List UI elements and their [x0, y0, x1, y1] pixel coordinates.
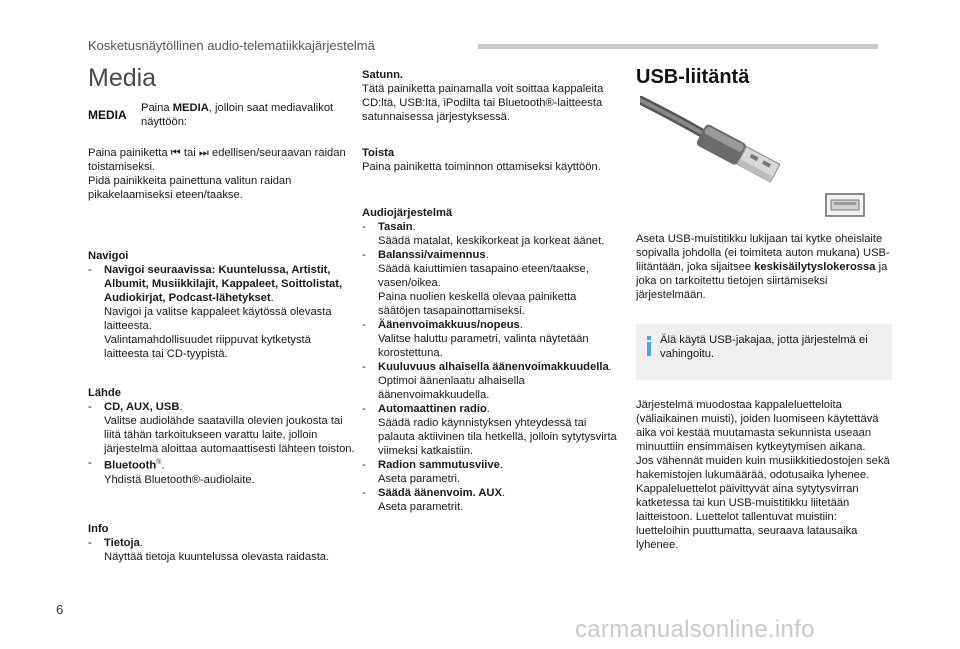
media-paragraph	[88, 146, 348, 202]
audio-item-text: Aseta parametri.	[378, 473, 461, 485]
lahde-item2-title: Bluetooth	[104, 459, 157, 472]
warning-text: Älä käytä USB-jakajaa, jotta järjestelmä ei vahingoitu.	[660, 334, 868, 360]
registered-mark: ®	[156, 459, 162, 466]
usb-para1-bold: keskisäilytyslokerossa	[754, 261, 876, 273]
media-para-skip: Paina painiketta ⏮ tai ⏭ edellisen/seuraavan raidan toistamiseksi.	[88, 147, 346, 173]
usb-paragraph-1	[636, 232, 890, 302]
toista-heading: Toista	[362, 147, 395, 159]
list-item: - Äänenvoimakkuus/nopeus. Valitse haluttu parametri, valinta näytetään korostettuna.	[362, 318, 618, 360]
media-para-seek: Pidä painikkeita painettuna valitun raidan pikakelaamiseksi eteen/taakse.	[88, 175, 292, 201]
list-item: - CD, AUX, USB. Valitse audiolähde saatavilla olevien joukosta tai liitä tähän tarkoitukseen varattu laite, jolloin järjestelmä aloittaa automaattisesti lähteen toiston.	[88, 400, 358, 456]
audio-item-text: Säädä radio käynnistyksen yhteydessä tai palauta aktiivinen tila hetkellä, jolloin sytytysvirta viimeksi katkaistiin.	[378, 417, 617, 457]
satunn-heading: Satunn.	[362, 69, 404, 81]
list-dash: -	[88, 537, 92, 549]
usb-paragraph-2	[636, 398, 892, 552]
media-intro-prefix: Paina	[141, 102, 173, 114]
section-lahde	[88, 386, 358, 487]
list-item: - Tietoja. Näyttää tietoja kuuntelussa olevasta raidasta.	[88, 536, 358, 564]
section-satunn	[362, 68, 618, 124]
section-toista	[362, 146, 618, 174]
list-dash: -	[362, 459, 366, 471]
usb-para-update: Kappaleluettelot päivittyvät aina sytytysvirran katketessa tai kun USB-muistitikku liitetään laitteistoon. Luettelot tallentuvat muistiin: luetteloihin puuttumatta, seuraava latausaika lyhenee.	[636, 483, 859, 551]
lahde-item1-title: CD, AUX, USB	[104, 401, 180, 413]
media-intro-suffix: , jolloin saat mediavalikot näyttöön:	[141, 102, 334, 128]
audio-item-title: Balanssi/vaimennus	[378, 249, 486, 261]
audio-item-text: Säädä matalat, keskikorkeat ja korkeat äänet.	[378, 235, 605, 247]
list-item: - Kuuluvuus alhaisella äänenvoimakkuudella. Optimoi äänenlaatu alhaisella äänenvoimakkuudella.	[362, 360, 618, 402]
navigoi-item-text-1: Navigoi ja valitse kappaleet käytössä olevasta laitteesta.	[104, 306, 332, 332]
audio-heading: Audiojärjestelmä	[362, 207, 453, 219]
media-intro-key: MEDIA	[172, 102, 209, 114]
section-info	[88, 522, 358, 564]
navigoi-item-text-2: Valintamahdollisuudet riippuvat kytketystä laitteesta tai CD-tyypistä.	[104, 334, 311, 360]
audio-item-title: Automaattinen radio	[378, 403, 487, 415]
list-item: - Radion sammutusviive. Aseta parametri.	[362, 458, 618, 486]
lahde-item1-text: Valitse audiolähde saatavilla olevien joukosta tai liitä tähän tarkoitukseen varattu laite, jolloin järjestelmä aloittaa automaattisesti lähteen toiston.	[104, 415, 355, 455]
satunn-text: Tätä painiketta painamalla voit soittaa kappaleita CD:ltä, USB:ltä, iPodilta tai Bluetooth®-laitteesta satunnaisessa järjestyksessä.	[362, 83, 604, 123]
list-item: - Balanssi/vaimennus. Säädä kaiuttimien tasapaino eteen/taakse, vasen/oikea. Paina nuolien keskellä olevaa painiketta säätöjen tasapainottamiseksi.	[362, 248, 618, 318]
info-heading: Info	[88, 523, 109, 535]
info-icon	[645, 336, 653, 356]
audio-item-text: Säädä kaiuttimien tasapaino eteen/taakse, vasen/oikea.	[378, 263, 589, 289]
media-title: Media	[88, 64, 157, 92]
list-item: - Säädä äänenvoim. AUX. Aseta parametrit.	[362, 486, 618, 514]
usb-connector-illustration	[640, 96, 870, 220]
section-audio	[362, 206, 618, 514]
toista-text: Paina painiketta toiminnon ottamiseksi käyttöön.	[362, 161, 601, 173]
header-divider	[478, 44, 878, 49]
list-item: - Navigoi seuraavissa: Kuuntelussa, Artistit, Albumit, Musiikkilajit, Kappaleet, Soittolistat, Audiokirjat, Podcast-lähetykset. Navigoi ja valitse kappaleet käytössä olevasta laitteesta. Valintamahdollisuudet riippuvat kytketystä laitteesta tai CD-tyypistä.	[88, 263, 358, 361]
list-dash: -	[88, 264, 92, 276]
list-dash: -	[362, 403, 366, 415]
list-item: - Bluetooth®. Yhdistä Bluetooth®-audiolaite.	[88, 456, 358, 487]
lahde-item2-text: Yhdistä Bluetooth®-audiolaite.	[104, 473, 255, 486]
navigoi-item-title: Navigoi seuraavissa: Kuuntelussa, Artistit, Albumit, Musiikkilajit, Kappaleet, Soittolistat, Audiokirjat, Podcast-lähetykset	[104, 264, 343, 304]
usb-para-lists: Järjestelmä muodostaa kappaleluetteloita (väliaikainen muisti), joiden luomiseen käytettävä aika voi kestää muutamasta sekunnista useaan minuuttiin ensimmäisen kytkeytymisen aikana.	[636, 399, 879, 453]
usb-para-reduce: Jos vähennät muiden kuin musiikkitiedostojen sekä hakemistojen lukumäärää, odotusaika lyhenee.	[636, 455, 890, 481]
audio-item-text: Valitse haluttu parametri, valinta näytetään korostettuna.	[378, 333, 589, 359]
usb-para1-suffix: ja joka on tarkoitettu tietojen siirtämiseksi järjestelmään.	[636, 261, 888, 301]
audio-item-title: Radion sammutusviive	[378, 459, 500, 471]
media-button-label: MEDIA	[88, 108, 127, 122]
watermark: carmanualsonline.info	[575, 616, 815, 643]
audio-item-text: Optimoi äänenlaatu alhaisella äänenvoimakkuudella.	[378, 375, 525, 401]
navigoi-heading: Navigoi	[88, 250, 129, 262]
list-dash: -	[362, 487, 366, 499]
list-dash: -	[362, 319, 366, 331]
list-dash: -	[88, 457, 92, 469]
section-navigoi	[88, 249, 358, 361]
list-dash: -	[362, 361, 366, 373]
list-dash: -	[88, 401, 92, 413]
page-number: 6	[56, 602, 64, 617]
audio-item-title: Säädä äänenvoim. AUX	[378, 487, 502, 499]
list-dash: -	[362, 249, 366, 261]
audio-item-title: Tasain	[378, 221, 413, 233]
audio-item-text-2: Paina nuolien keskellä olevaa painiketta säätöjen tasapainottamiseksi.	[378, 291, 577, 317]
list-item: - Tasain. Säädä matalat, keskikorkeat ja korkeat äänet.	[362, 220, 618, 248]
usb-title: USB-liitäntä	[636, 66, 750, 88]
list-item: - Automaattinen radio. Säädä radio käynnistyksen yhteydessä tai palauta aktiivinen tila hetkellä, jolloin sytytysvirta viimeksi katkaistiin.	[362, 403, 617, 457]
audio-item-title: Äänenvoimakkuus/nopeus	[378, 319, 520, 331]
lahde-heading: Lähde	[88, 387, 121, 399]
header-title: Kosketusnäytöllinen audio-telematiikkajärjestelmä	[88, 38, 375, 53]
audio-item-title: Kuuluvuus alhaisella äänenvoimakkuudella	[378, 361, 609, 373]
usb-para1-prefix: Aseta USB-muistitikku lukijaan tai kytke oheislaite sopivalla johdolla (ei toimiteta auton mukana) USB-liitäntään, joka sijaitsee	[636, 233, 890, 273]
info-item-title: Tietoja	[104, 537, 140, 549]
media-intro	[141, 101, 351, 129]
info-item-text: Näyttää tietoja kuuntelussa olevasta raidasta.	[104, 551, 330, 563]
audio-item-text: Aseta parametrit.	[378, 501, 464, 513]
list-dash: -	[362, 221, 366, 233]
